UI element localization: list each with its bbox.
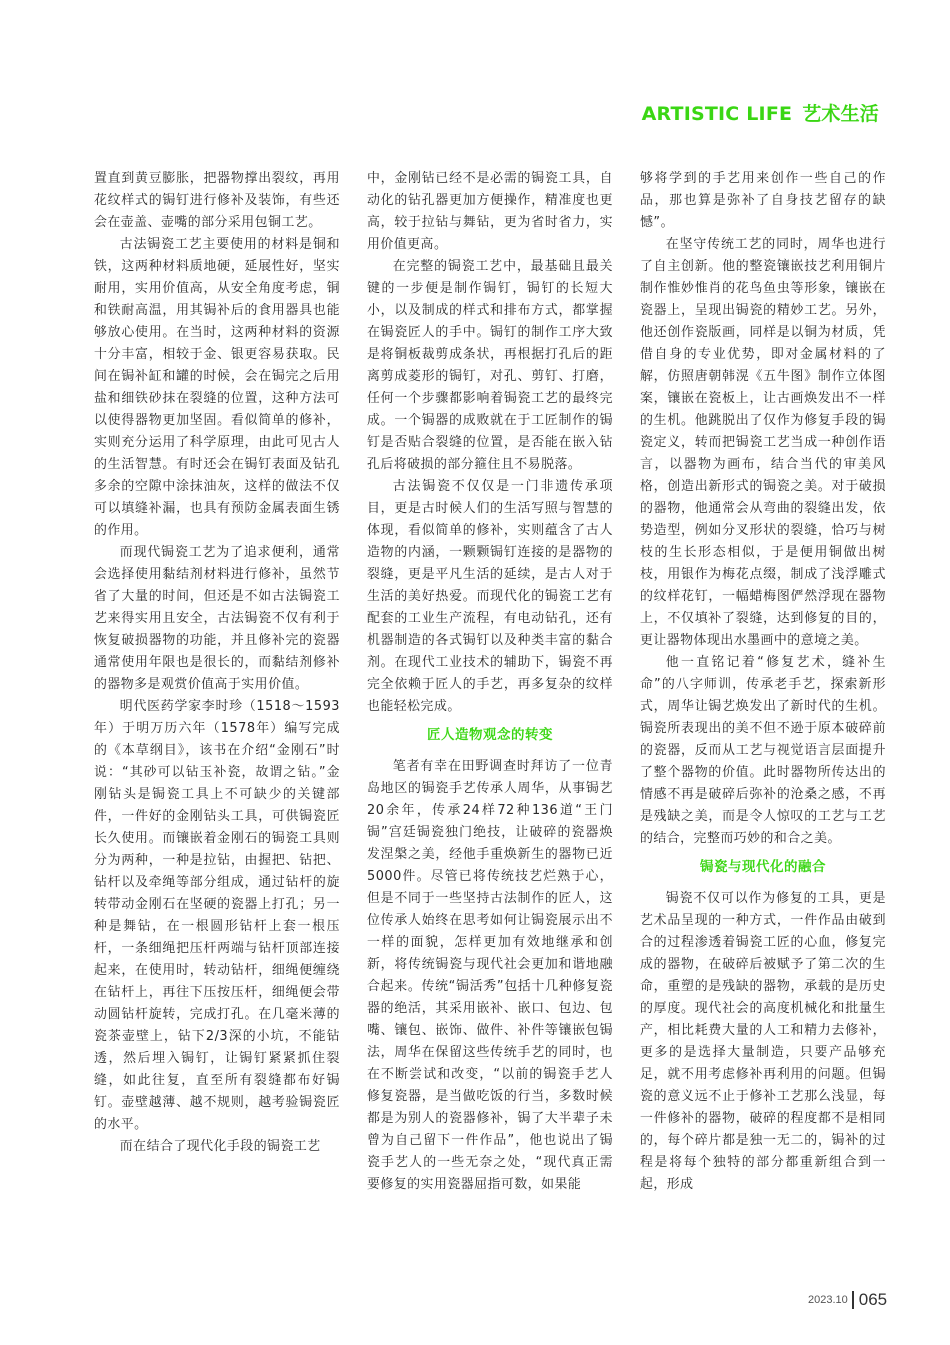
paragraph: 古法锔瓷不仅仅是一门非遗传承项目，更是古时候人们的生活写照与智慧的体现，看似简单的修补，实则蕴含了古人造物的内涵，一颗颗锔钉连接的是器物的裂缝，更是平凡生活的延续，是古人对于生活的美好热爱。而现代化的锔瓷工艺有配套的工业生产流程，有电动钻孔，还有机器制造的各式锔钉以及种类丰富的黏合剂。在现代工业技术的辅助下，锔瓷不再完全依赖于匠人的手艺，再多复杂的纹样也能轻松完成。 bbox=[367, 479, 613, 714]
paragraph: 而现代锔瓷工艺为了追求便利，通常会选择使用黏结剂材料进行修补，虽然节省了大量的时间，但还是不如古法锔瓷工艺来得实用且安全，古法锔瓷不仅有利于恢复破损器物的功能，并且修补完的瓷器通常使用年限也是很长的，而黏结剂修补的器物多是观赏价值高于实用价值。 bbox=[94, 545, 340, 692]
section-heading: 锔瓷与现代化的融合 bbox=[700, 859, 826, 875]
page-footer bbox=[808, 1290, 887, 1310]
paragraph: 置直到黄豆膨胀，把器物撑出裂纹，再用花纹样式的锔钉进行修补及装饰，有些还会在壶盖、壶嘴的部分采用包铜工艺。 bbox=[94, 171, 340, 230]
issue-date: 2023.10 bbox=[808, 1294, 848, 1306]
paragraph: 在完整的锔瓷工艺中，最基础且最关键的一步便是制作锔钉，锔钉的长短大小，以及制成的样式和排布方式，都掌握在锔瓷匠人的手中。锔钉的制作工序大致是将铜板裁剪成条状，再根据打孔后的距离剪成菱形的锔钉，对孔、剪钉、打磨，任何一个步骤都影响着锔瓷工艺的最终完成。一个锔器的成败就在于工匠制作的锔钉是否贴合裂缝的位置，是否能在嵌入钻孔后将破损的部分箍住且不易脱落。 bbox=[367, 259, 613, 472]
text-column-1 bbox=[94, 168, 340, 1158]
paragraph: 中，金刚钻已经不是必需的锔瓷工具，自动化的钻孔器更加方便操作，精准度也更高，较于拉钻与舞钻，更为省时省力，实用价值更高。 bbox=[367, 171, 613, 252]
paragraph: 而在结合了现代化手段的锔瓷工艺 bbox=[119, 1139, 321, 1154]
paragraph: 古法锔瓷工艺主要使用的材料是铜和铁，这两种材料质地硬，延展性好，坚实耐用，实用价值高，从安全角度考虑，铜和铁耐高温，用其锔补后的食用器具也能够放心使用。在当时，这两种材料的资源十分丰富，相较于金、银更容易获取。民间在锔补缸和罐的时候，会在锔完之后用盐和细铁砂抹在裂缝的位置，这种方法可以使得器物更加坚固。看似简单的修补，实则充分运用了科学原理，由此可见古人的生活智慧。有时还会在锔钉表面及钻孔多余的空隙中涂抹油灰，这样的做法不仅可以填缝补漏，也具有预防金属表面生锈的作用。 bbox=[94, 237, 340, 538]
paragraph: 在坚守传统工艺的同时，周华也进行了自主创新。他的整瓷镶嵌技艺利用铜片制作惟妙惟肖的花鸟鱼虫等形象，镶嵌在瓷器上，呈现出锔瓷的精妙工艺。另外，他还创作瓷版画，同样是以铜为材质，凭借自身的专业优势，即对金属材料的了解，仿照唐朝韩滉《五牛图》制作立体图案，镶嵌在瓷板上，让古画焕发出不一样的生机。他跳脱出了仅作为修复手段的锔瓷定义，转而把锔瓷工艺当成一种创作语言，以器物为画布，结合当代的审美风格，创造出新形式的锔瓷之美。对于破损的器物，他通常会从弯曲的裂缝出发，依势造型，例如分叉形状的裂缝，恰巧与树枝的生长形态相似，于是便用铜做出树枝，用银作为梅花点缀，制成了浅浮雕式的纹样花钉，一幅蜡梅图俨然浮现在器物上，不仅填补了裂缝，达到修复的目的，更让器物体现出水墨画中的意境之美。 bbox=[640, 237, 886, 648]
paragraph: 明代医药学家李时珍（1518～1593年）于明万历六年（1578年）编写完成的《本草纲目》，该书在介绍“金刚石”时说：“其砂可以钻玉补瓷，故谓之钻。”金刚钻头是锔瓷工具上不可缺少的关键部件，一件好的金刚钻头工具，可供锔瓷匠长久使用。而镶嵌着金刚石的锔瓷工具则分为两种，一种是拉钻，由握把、钻把、钻杆以及牵绳等部分组成，通过钻杆的旋转带动金刚石在坚硬的瓷器上打孔；另一种是舞钻，在一根圆形钻杆上套一根压杆，一条细绳把压杆两端与钻杆顶部连接起来，在使用时，转动钻杆，细绳便缠绕在钻杆上，再往下压按压杆，细绳便会带动圆钻杆旋转，完成打孔。在几毫米薄的瓷茶壶壁上，钻下2/3深的小坑，不能钻透，然后埋入锔钉，让锔钉紧紧抓住裂缝，如此往复，直至所有裂缝都布好锔钉。壶壁越薄、越不规则，越考验锔瓷匠的水平。 bbox=[94, 699, 340, 1132]
paragraph: 笔者有幸在田野调查时拜访了一位青岛地区的锔瓷手艺传承人周华，从事锔艺20余年，传承24样72种136道“王门锔”宫廷锔瓷独门绝技，让破碎的瓷器焕发涅槃之美，经他手重焕新生的器物已近5000件。尽管已将传统技艺烂熟于心，但是不同于一些坚持古法制作的匠人，这位传承人始终在思考如何让锔瓷展示出不一样的面貌，怎样更加有效地继承和创新，将传统锔瓷与现代社会更加和谐地融合起来。传统“锔活秀”包括十几种修复瓷器的绝活，其采用嵌补、嵌口、包边、包嘴、镶包、嵌饰、做件、补件等镶嵌包锔法，周华在保留这些传统手艺的同时，也在不断尝试和改变，“以前的锔瓷手艺人修复瓷器，是当做吃饭的行当，多数时候都是为别人的瓷器修补，锔了大半辈子未曾为自己留下一件作品”，他也说出了锔瓷手艺人的一些无奈之处，“现代真正需要修复的实用瓷器屈指可数，如果能 bbox=[367, 759, 613, 1192]
footer-divider bbox=[852, 1291, 854, 1309]
paragraph: 他一直铭记着“修复艺术，缝补生命”的八字师训，传承老手艺，探索新形式，周华让锔艺焕发出了新时代的生机。锔瓷所表现出的美不但不逊于原本破碎前的瓷器，反而从工艺与视觉语言层面提升了整个器物的价值。此时器物所传达出的情感不再是破碎后弥补的沧桑之感，不再是残缺之美，而是令人惊叹的工艺与工艺的结合，完整而巧妙的和合之美。 bbox=[640, 655, 886, 846]
text-column-2 bbox=[367, 168, 613, 1196]
paragraph: 够将学到的手艺用来创作一些自己的作品，那也算是弥补了自身技艺留存的缺憾”。 bbox=[640, 171, 886, 230]
paragraph: 锔瓷不仅可以作为修复的工具，更是艺术品呈现的一种方式，一件作品由破到合的过程渗透着锔瓷工匠的心血，修复完成的器物，在破碎后被赋予了第二次的生命，重塑的是残缺的器物，承载的是历史的厚度。现代社会的高度机械化和批量生产，相比耗费大量的人工和精力去修补，更多的是选择大量制造，只要产品够充足，就不用考虑修补再利用的问题。但锔瓷的意义远不止于修补工艺那么浅显，每一件修补的器物，破碎的程度都不是相同的，每个碎片都是独一无二的，锔补的过程是将每个独特的部分都重新组合到一起，形成 bbox=[640, 891, 886, 1192]
section-heading: 匠人造物观念的转变 bbox=[427, 727, 553, 743]
text-column-3 bbox=[640, 168, 886, 1196]
section-header bbox=[642, 99, 879, 126]
page-number: 065 bbox=[858, 1290, 888, 1309]
section-title-en: ARTISTIC LIFE bbox=[641, 103, 793, 125]
section-title-zh: 艺术生活 bbox=[802, 103, 879, 125]
